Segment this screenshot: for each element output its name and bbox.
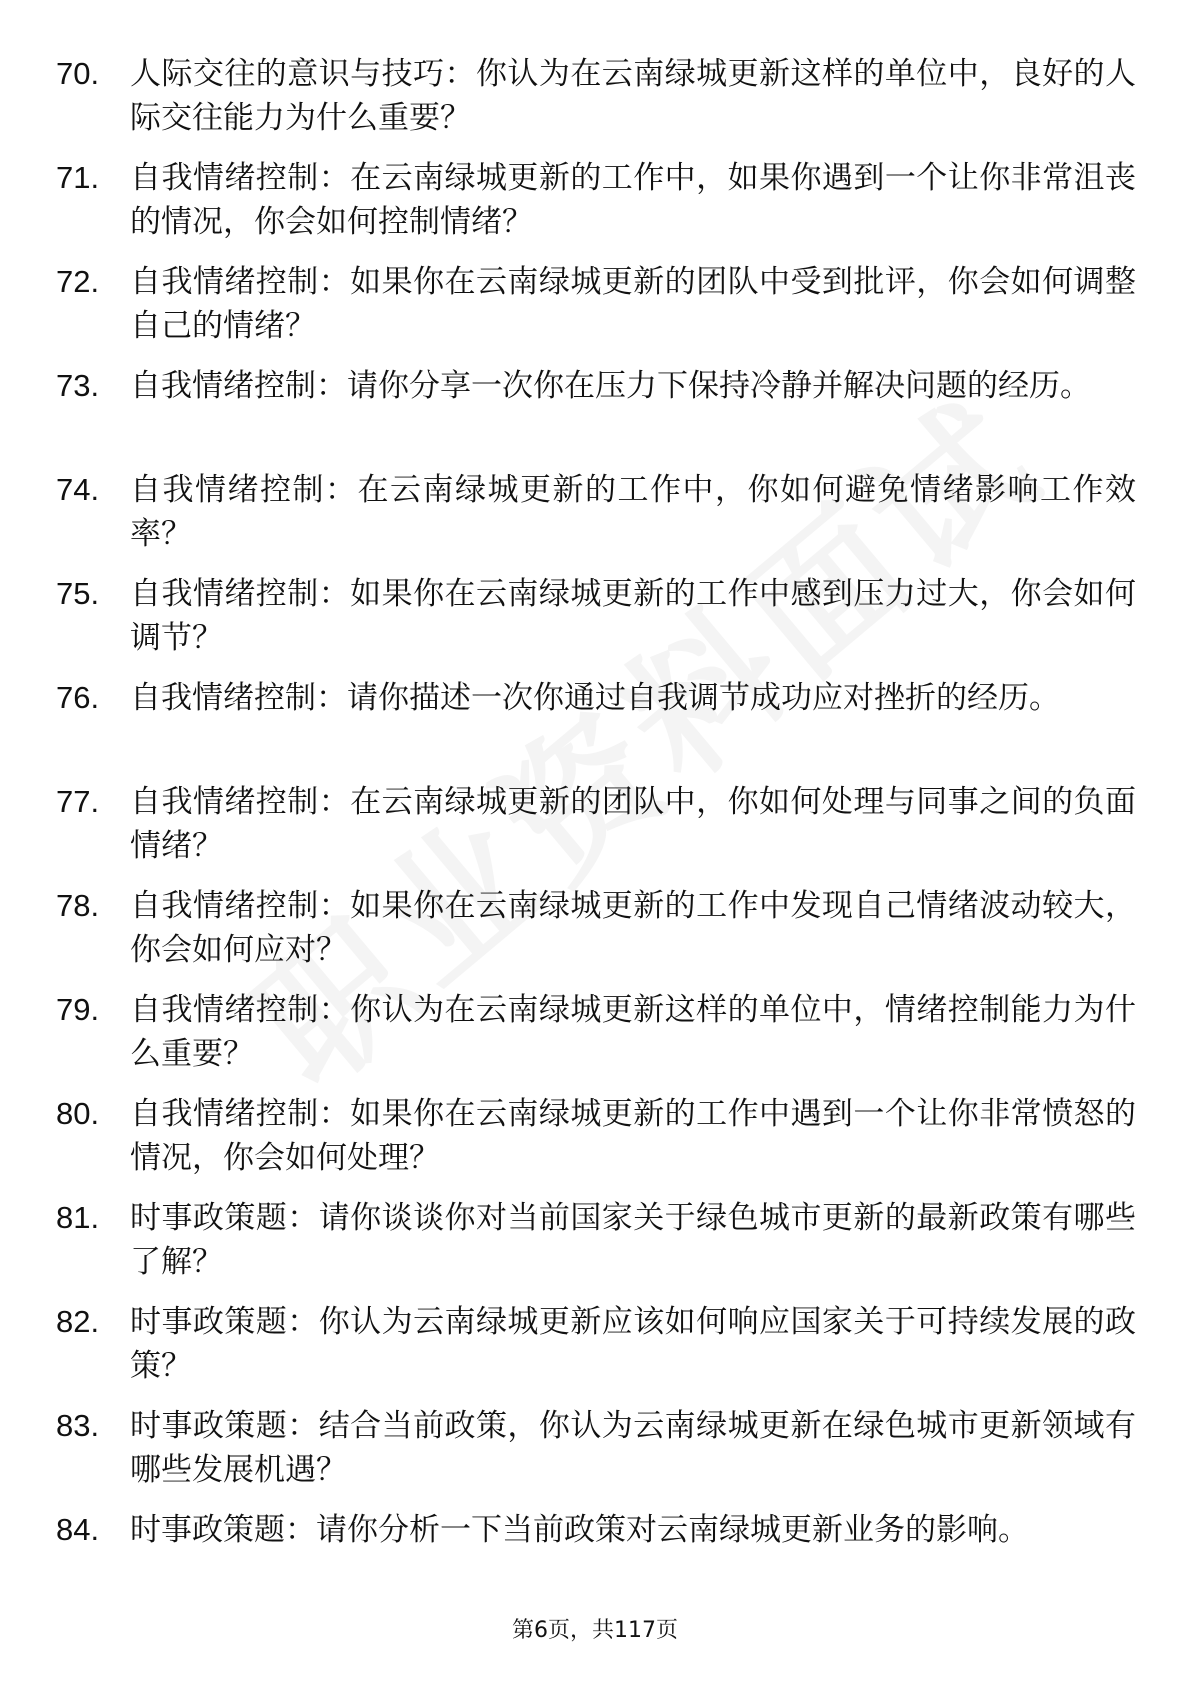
question-number: 76. — [56, 680, 100, 715]
question-item — [56, 1508, 1136, 1612]
question-text: 自我情绪控制：在云南绿城更新的工作中，如果你遇到一个让你非常沮丧的情况，你会如何控制情绪？ — [130, 160, 1136, 240]
question-number: 73. — [56, 368, 100, 403]
question-text: 自我情绪控制：请你描述一次你通过自我调节成功应对挫折的经历。 — [130, 680, 1060, 716]
question-item — [56, 1196, 1136, 1300]
question-list — [56, 52, 1136, 1612]
question-item — [56, 884, 1136, 988]
question-item — [56, 156, 1136, 260]
question-text: 自我情绪控制：如果你在云南绿城更新的工作中遇到一个让你非常愤怒的情况，你会如何处理？ — [130, 1096, 1136, 1176]
question-text: 自我情绪控制：在云南绿城更新的团队中，你如何处理与同事之间的负面情绪？ — [130, 784, 1136, 864]
question-number: 84. — [56, 1512, 100, 1547]
question-number: 78. — [56, 888, 100, 923]
question-number: 82. — [56, 1304, 100, 1339]
question-text: 时事政策题：请你谈谈你对当前国家关于绿色城市更新的最新政策有哪些了解？ — [130, 1200, 1136, 1280]
question-number: 83. — [56, 1408, 100, 1443]
question-item — [56, 988, 1136, 1092]
question-item — [56, 260, 1136, 364]
question-item — [56, 572, 1136, 676]
question-item — [56, 1300, 1136, 1404]
question-text: 时事政策题：请你分析一下当前政策对云南绿城更新业务的影响。 — [130, 1512, 1029, 1548]
question-number: 70. — [56, 56, 100, 91]
question-number: 72. — [56, 264, 100, 299]
question-item — [56, 468, 1136, 572]
question-number: 77. — [56, 784, 100, 819]
question-text: 自我情绪控制：如果你在云南绿城更新的工作中发现自己情绪波动较大，你会如何应对？ — [130, 888, 1136, 968]
question-number: 75. — [56, 576, 100, 611]
question-item — [56, 52, 1136, 156]
question-text: 时事政策题：你认为云南绿城更新应该如何响应国家关于可持续发展的政策？ — [130, 1304, 1136, 1384]
question-text: 人际交往的意识与技巧：你认为在云南绿城更新这样的单位中，良好的人际交往能力为什么重要？ — [130, 56, 1136, 136]
question-text: 自我情绪控制：在云南绿城更新的工作中，你如何避免情绪影响工作效率？ — [130, 472, 1136, 552]
question-number: 74. — [56, 472, 100, 507]
question-text: 自我情绪控制：如果你在云南绿城更新的团队中受到批评，你会如何调整自己的情绪？ — [130, 264, 1136, 344]
question-text: 自我情绪控制：如果你在云南绿城更新的工作中感到压力过大，你会如何调节？ — [130, 576, 1136, 656]
question-item — [56, 1092, 1136, 1196]
question-number: 81. — [56, 1200, 100, 1235]
question-item — [56, 676, 1136, 780]
question-text: 时事政策题：结合当前政策，你认为云南绿城更新在绿色城市更新领域有哪些发展机遇？ — [130, 1408, 1136, 1488]
question-item — [56, 780, 1136, 884]
question-number: 80. — [56, 1096, 100, 1131]
question-text: 自我情绪控制：请你分享一次你在压力下保持冷静并解决问题的经历。 — [130, 368, 1091, 404]
page-footer: 第6页，共117页 — [512, 1618, 678, 1643]
question-number: 71. — [56, 160, 100, 195]
question-text: 自我情绪控制：你认为在云南绿城更新这样的单位中，情绪控制能力为什么重要？ — [130, 992, 1136, 1072]
question-number: 79. — [56, 992, 100, 1027]
question-item — [56, 1404, 1136, 1508]
question-item — [56, 364, 1136, 468]
